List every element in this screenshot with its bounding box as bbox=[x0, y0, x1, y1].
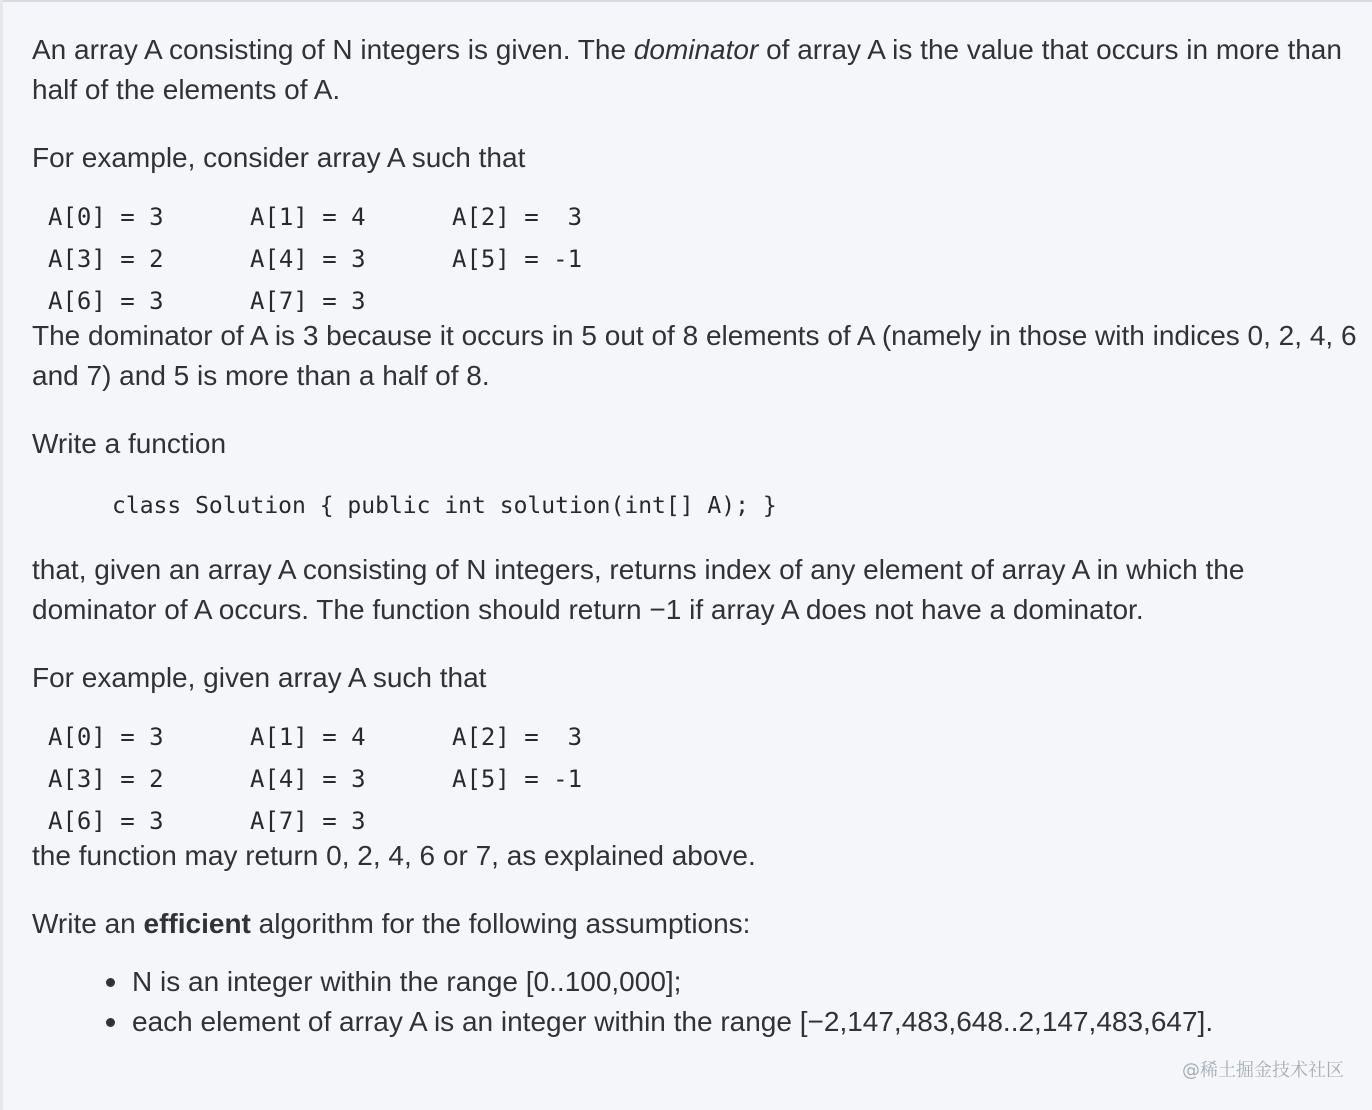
dominator-term: dominator bbox=[633, 34, 759, 65]
function-description: that, given an array A consisting of N integers, returns index of any element of array A in which the dominator of A occurs. The function should return −1 if array A does not have a dominator. bbox=[32, 554, 1245, 625]
example2-lead: For example, given array A such that bbox=[32, 662, 487, 693]
efficiency-text-end: algorithm for the following assumptions: bbox=[250, 908, 751, 939]
example1-array bbox=[48, 196, 1368, 322]
write-function-lead: Write a function bbox=[32, 428, 227, 459]
efficiency-text-start: Write an bbox=[32, 908, 144, 939]
dominator-explanation: The dominator of A is 3 because it occurs in 5 out of 8 elements of A (namely in those with indices 0, 2, 4, 6 and 7) and 5 is more than a half of 8. bbox=[32, 320, 1357, 391]
efficiency-paragraph bbox=[32, 904, 1368, 944]
efficient-term: efficient bbox=[143, 908, 251, 939]
array-entry: A[3] = 2 bbox=[48, 765, 164, 793]
function-signature: class Solution { public int solution(int[] A); } bbox=[112, 493, 777, 519]
result-text: the function may return 0, 2, 4, 6 or 7, as explained above. bbox=[32, 840, 756, 871]
list-item: N is an integer within the range [0..100,000]; bbox=[104, 962, 1368, 1002]
intro-paragraph bbox=[32, 30, 1368, 110]
array-entry: A[1] = 4 bbox=[250, 203, 366, 231]
array-entry: A[5] = -1 bbox=[452, 765, 583, 793]
problem-statement bbox=[32, 30, 1368, 1042]
array-entry: A[4] = 3 bbox=[250, 245, 366, 273]
intro-text-end: of array A is the value that occurs in more than half of the elements of A. bbox=[32, 34, 1342, 105]
array-entry: A[2] = 3 bbox=[452, 723, 583, 751]
example1-lead: For example, consider array A such that bbox=[32, 142, 526, 173]
array-entry: A[7] = 3 bbox=[250, 807, 366, 835]
left-border bbox=[0, 0, 3, 1110]
watermark: @稀土掘金技术社区 bbox=[1182, 1060, 1344, 1081]
list-item: each element of array A is an integer within the range [−2,147,483,648..2,147,483,647]. bbox=[104, 1002, 1368, 1042]
assumptions-list bbox=[32, 962, 1368, 1042]
example2-array bbox=[48, 716, 1368, 842]
array-entry: A[0] = 3 bbox=[48, 723, 164, 751]
array-entry: A[1] = 4 bbox=[250, 723, 366, 751]
array-entry: A[2] = 3 bbox=[452, 203, 583, 231]
intro-text-start: An array A consisting of N integers is given. The bbox=[32, 34, 634, 65]
array-entry: A[5] = -1 bbox=[452, 245, 583, 273]
top-divider bbox=[0, 0, 1372, 2]
array-entry: A[6] = 3 bbox=[48, 287, 164, 315]
array-entry: A[6] = 3 bbox=[48, 807, 164, 835]
array-entry: A[7] = 3 bbox=[250, 287, 366, 315]
array-entry: A[0] = 3 bbox=[48, 203, 164, 231]
array-entry: A[4] = 3 bbox=[250, 765, 366, 793]
array-entry: A[3] = 2 bbox=[48, 245, 164, 273]
